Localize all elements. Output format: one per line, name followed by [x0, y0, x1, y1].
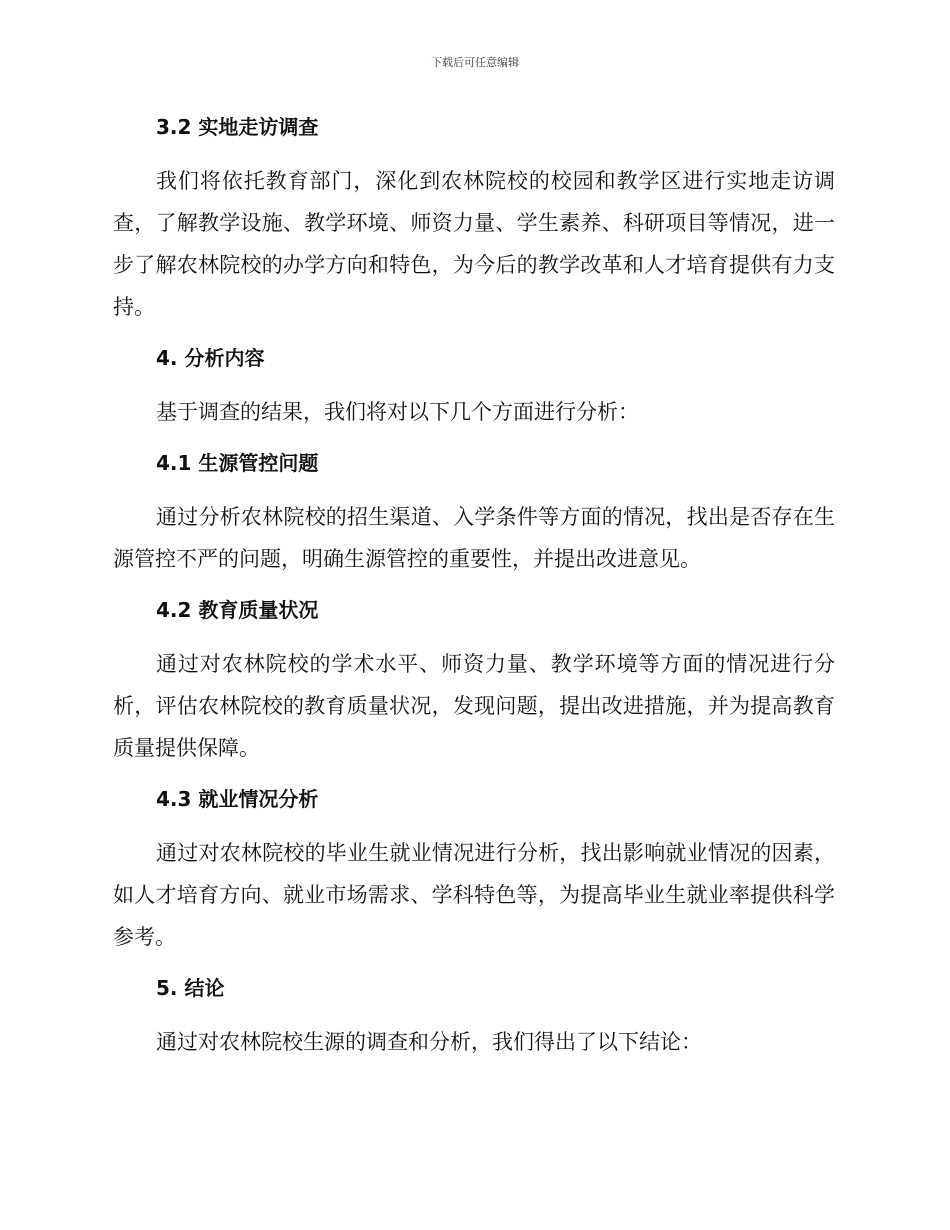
section-heading-4: 4. 分析内容 — [156, 346, 265, 370]
section-body-4-3: 通过对农林院校的毕业生就业情况进行分析，找出影响就业情况的因素，如人才培育方向、就业市场需求、学科特色等，为提高毕业生就业率提供科学参考。 — [113, 841, 835, 949]
header-note: 下载后可任意编辑 — [431, 56, 519, 69]
document-body — [113, 108, 835, 1063]
section-body-4-1: 通过分析农林院校的招生渠道、入学条件等方面的情况，找出是否存在生源管控不严的问题，明确生源管控的重要性，并提出改进意见。 — [113, 505, 835, 571]
section-heading-4-2: 4.2 教育质量状况 — [156, 598, 319, 622]
section-body-3-2: 我们将依托教育部门，深化到农林院校的校园和教学区进行实地走访调查，了解教学设施、教学环境、师资力量、学生素养、科研项目等情况，进一步了解农林院校的办学方向和特色，为今后的教学改革和人才培育提供有力支持。 — [113, 169, 835, 319]
section-body-4: 基于调查的结果，我们将对以下几个方面进行分析： — [156, 400, 639, 424]
section-heading-4-1: 4.1 生源管控问题 — [156, 451, 319, 475]
section-body-4-2: 通过对农林院校的学术水平、师资力量、教学环境等方面的情况进行分析，评估农林院校的教育质量状况，发现问题，提出改进措施，并为提高教育质量提供保障。 — [113, 652, 835, 760]
section-heading-3-2: 3.2 实地走访调查 — [156, 115, 319, 139]
section-heading-5: 5. 结论 — [156, 976, 225, 1000]
section-body-5: 通过对农林院校生源的调查和分析，我们得出了以下结论： — [156, 1030, 702, 1054]
section-heading-4-3: 4.3 就业情况分析 — [156, 787, 319, 811]
